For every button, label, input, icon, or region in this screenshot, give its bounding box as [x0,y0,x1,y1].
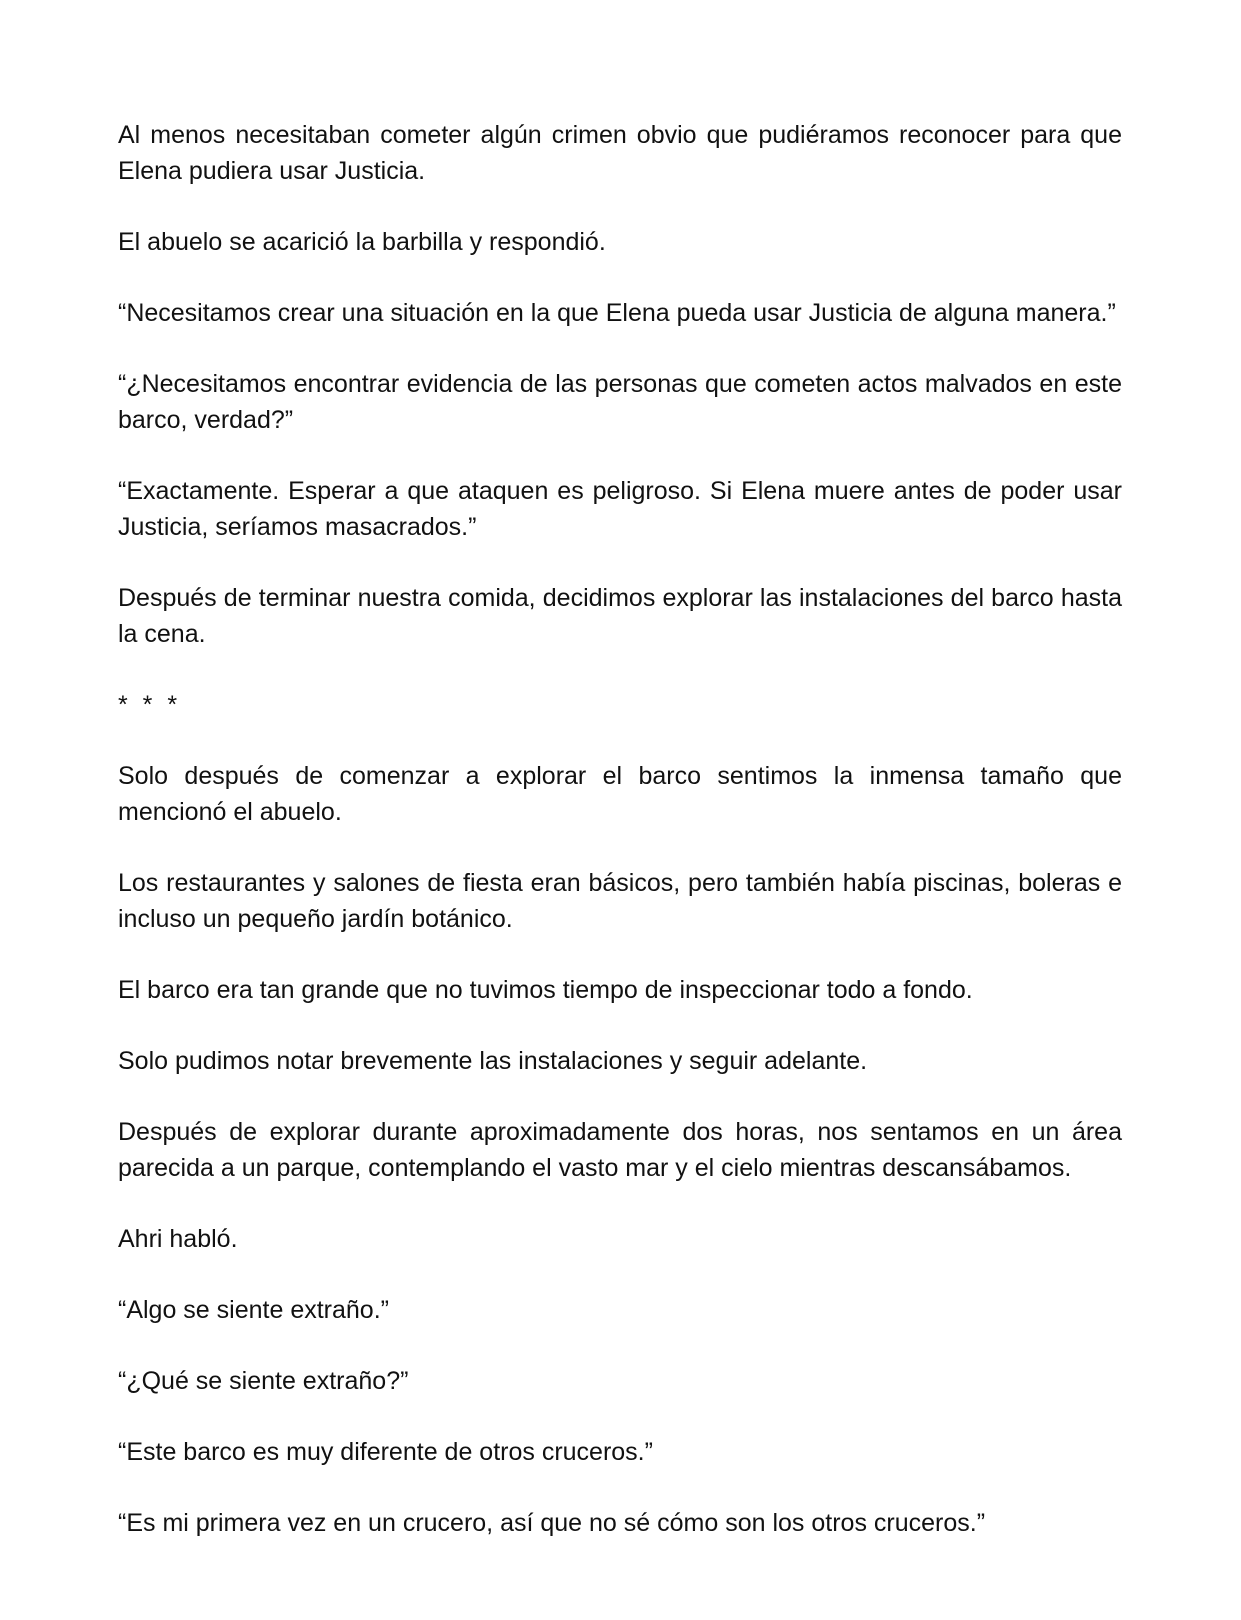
paragraph: “Este barco es muy diferente de otros cruceros.” [118,1438,653,1466]
paragraph: “¿Necesitamos encontrar evidencia de las personas que cometen actos malvados en este barco, verdad?” [118,370,1122,434]
paragraph: Ahri habló. [118,1225,238,1253]
paragraph: Después de explorar durante aproximadamente dos horas, nos sentamos en un área parecida a un parque, contemplando el vasto mar y el cielo mientras descansábamos. [118,1118,1122,1182]
paragraph: “¿Qué se siente extraño?” [118,1367,409,1395]
paragraph: Los restaurantes y salones de fiesta eran básicos, pero también había piscinas, boleras e incluso un pequeño jardín botánico. [118,869,1122,933]
paragraph: El abuelo se acarició la barbilla y respondió. [118,228,606,256]
paragraph: “Algo se siente extraño.” [118,1296,389,1324]
body-text [118,117,1122,1576]
paragraph: Solo después de comenzar a explorar el barco sentimos la inmensa tamaño que mencionó el abuelo. [118,762,1122,826]
scene-break: * * * [118,691,182,719]
paragraph: Solo pudimos notar brevemente las instalaciones y seguir adelante. [118,1047,868,1075]
paragraph: “Es mi primera vez en un crucero, así que no sé cómo son los otros cruceros.” [118,1509,986,1537]
paragraph: El barco era tan grande que no tuvimos tiempo de inspeccionar todo a fondo. [118,976,973,1004]
paragraph: “Necesitamos crear una situación en la que Elena pueda usar Justicia de alguna manera.” [118,299,1116,327]
paragraph: Después de terminar nuestra comida, decidimos explorar las instalaciones del barco hasta la cena. [118,584,1122,648]
paragraph: Al menos necesitaban cometer algún crimen obvio que pudiéramos reconocer para que Elena pudiera usar Justicia. [118,121,1122,185]
paragraph: “Exactamente. Esperar a que ataquen es peligroso. Si Elena muere antes de poder usar Justicia, seríamos masacrados.” [118,477,1122,541]
